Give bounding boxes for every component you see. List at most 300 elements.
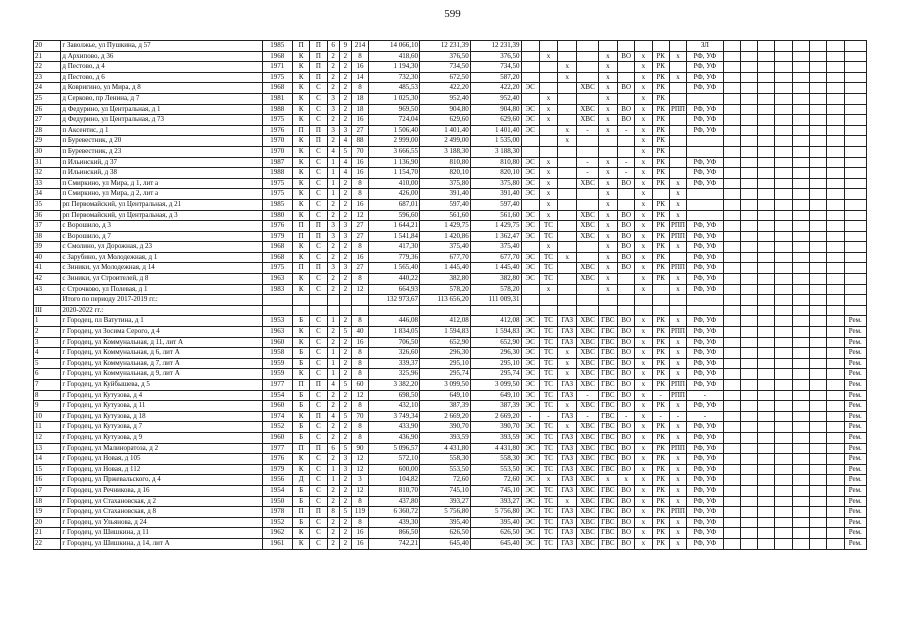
table-cell: ВО [618, 115, 635, 126]
row-number-cell: 6 [34, 369, 61, 380]
table-cell [723, 316, 740, 327]
table-cell: 12 [351, 464, 368, 475]
table-cell: РК [652, 507, 669, 518]
table-cell: 5 [339, 443, 351, 454]
table-cell: х [635, 390, 652, 401]
table-cell: ГАЗ [558, 316, 577, 327]
table-cell: РПП [669, 263, 686, 274]
table-cell [687, 199, 724, 210]
table-cell [809, 125, 826, 136]
table-cell [558, 178, 577, 189]
table-cell [809, 528, 826, 539]
row-number-cell: 17 [34, 485, 61, 496]
table-cell: 724,04 [369, 115, 420, 126]
table-cell: 1 644,21 [369, 221, 420, 232]
table-cell: ХВС [577, 464, 598, 475]
table-cell [740, 83, 757, 94]
table-cell [809, 221, 826, 232]
table-cell [723, 136, 740, 147]
table-row [34, 146, 867, 157]
table-cell [539, 305, 557, 316]
table-cell: 1 506,40 [369, 125, 420, 136]
table-cell: П [310, 51, 327, 62]
table-cell [827, 83, 844, 94]
table-cell: ЭС [521, 348, 539, 359]
table-cell [792, 327, 809, 338]
table-cell: РК [652, 358, 669, 369]
table-cell: х [618, 475, 635, 486]
table-cell [558, 93, 577, 104]
table-cell: ГВС [598, 517, 617, 528]
table-cell: 375,80 [419, 178, 470, 189]
table-cell: РК [652, 485, 669, 496]
row-number-cell: 35 [34, 199, 61, 210]
table-cell [775, 507, 792, 518]
table-cell: П [293, 263, 310, 274]
table-cell [740, 507, 757, 518]
table-cell [723, 83, 740, 94]
table-cell: 119 [351, 507, 368, 518]
table-cell [775, 358, 792, 369]
table-cell [758, 242, 775, 253]
table-cell [792, 432, 809, 443]
table-cell [687, 305, 724, 316]
table-cell: 2 [339, 422, 351, 433]
table-cell [558, 274, 577, 285]
table-cell [792, 369, 809, 380]
table-cell: х [635, 51, 652, 62]
table-row [34, 380, 867, 391]
table-cell: РФ, УФ [687, 485, 724, 496]
table-cell: х [669, 348, 686, 359]
table-cell: ЭС [521, 168, 539, 179]
table-cell: Рем. [844, 496, 867, 507]
address-cell: Итого по периоду 2017-2019 гг.: [61, 295, 262, 306]
table-cell: 1 429,75 [470, 221, 521, 232]
table-cell [809, 104, 826, 115]
table-cell: 111 009,31 [470, 295, 521, 306]
table-cell [618, 284, 635, 295]
table-cell [758, 411, 775, 422]
table-cell: ГАЗ [558, 507, 577, 518]
table-cell: Б [293, 422, 310, 433]
table-cell [262, 305, 292, 316]
table-cell: ВО [618, 51, 635, 62]
table-cell [775, 327, 792, 338]
table-cell: ВО [618, 528, 635, 539]
table-cell: 597,40 [470, 199, 521, 210]
table-cell [844, 168, 867, 179]
table-cell: х [598, 115, 617, 126]
table-cell [723, 72, 740, 83]
table-cell [758, 348, 775, 359]
table-cell: 2 [339, 210, 351, 221]
table-cell [723, 295, 740, 306]
table-cell: ВО [618, 104, 635, 115]
table-cell: 2 [327, 390, 339, 401]
table-cell [827, 104, 844, 115]
table-cell: 904,80 [470, 104, 521, 115]
table-cell: 2 [327, 528, 339, 539]
address-cell: г Городец, ул Стахановская, д 8 [61, 507, 262, 518]
table-cell: РК [652, 178, 669, 189]
table-cell [809, 199, 826, 210]
table-cell: 3 [339, 231, 351, 242]
table-cell: ГАЗ [558, 432, 577, 443]
table-cell [809, 83, 826, 94]
table-cell: х [558, 348, 577, 359]
table-cell [618, 189, 635, 200]
table-cell [577, 305, 598, 316]
table-cell [577, 93, 598, 104]
table-cell: РФ, УФ [687, 72, 724, 83]
table-cell: х [539, 199, 557, 210]
table-cell [809, 401, 826, 412]
table-cell: ГВС [598, 454, 617, 465]
table-cell: С [310, 83, 327, 94]
table-cell: ЭС [521, 369, 539, 380]
table-cell: С [310, 369, 327, 380]
table-cell: П [293, 507, 310, 518]
table-cell [635, 295, 652, 306]
table-cell [758, 62, 775, 73]
table-cell: Рем. [844, 485, 867, 496]
table-cell: 1963 [262, 327, 292, 338]
table-cell: Рем. [844, 475, 867, 486]
table-row [34, 168, 867, 179]
table-cell: П [310, 221, 327, 232]
table-cell: 8 [351, 189, 368, 200]
table-cell: 2 [339, 189, 351, 200]
table-cell: П [293, 125, 310, 136]
table-cell: 2 [327, 252, 339, 263]
table-row [34, 136, 867, 147]
table-cell [687, 295, 724, 306]
table-cell [758, 358, 775, 369]
row-number-cell: 38 [34, 231, 61, 242]
table-row [34, 464, 867, 475]
table-cell [809, 316, 826, 327]
table-cell: ТС [539, 401, 557, 412]
address-cell: с Зиники, ул Строителей, д 8 [61, 274, 262, 285]
table-cell [758, 274, 775, 285]
table-cell: 1968 [262, 83, 292, 94]
table-cell: х [558, 62, 577, 73]
table-cell [558, 189, 577, 200]
table-cell [723, 252, 740, 263]
table-cell: х [669, 189, 686, 200]
address-cell: г Городец, ул Ульянова, д 24 [61, 517, 262, 528]
table-cell: х [635, 157, 652, 168]
table-cell [758, 538, 775, 549]
table-cell [809, 252, 826, 263]
table-cell: П [310, 411, 327, 422]
table-cell [723, 284, 740, 295]
table-cell: 5 756,80 [470, 507, 521, 518]
table-cell [809, 274, 826, 285]
table-cell: Рем. [844, 422, 867, 433]
table-cell: 393,59 [419, 432, 470, 443]
table-cell: х [635, 401, 652, 412]
table-cell: РК [652, 380, 669, 391]
table-cell: 8 [351, 432, 368, 443]
table-cell [740, 443, 757, 454]
table-cell: ВО [618, 348, 635, 359]
table-cell: Рем. [844, 411, 867, 422]
table-cell: 1954 [262, 485, 292, 496]
table-cell: РФ, УФ [687, 369, 724, 380]
row-number-cell: 24 [34, 83, 61, 94]
table-cell: х [598, 125, 617, 136]
table-cell: 553,50 [419, 464, 470, 475]
table-cell: 214 [351, 41, 368, 52]
table-cell [775, 125, 792, 136]
table-cell [792, 221, 809, 232]
table-cell: - [577, 157, 598, 168]
table-cell [827, 41, 844, 52]
address-cell: г Городец, ул Речникова, д 16 [61, 485, 262, 496]
table-cell: х [558, 422, 577, 433]
table-cell: 376,50 [419, 51, 470, 62]
table-cell: К [293, 62, 310, 73]
table-cell [310, 295, 327, 306]
table-cell [792, 72, 809, 83]
table-cell: х [598, 72, 617, 83]
table-cell: 969,50 [369, 104, 420, 115]
table-cell [775, 146, 792, 157]
table-cell: С [310, 316, 327, 327]
table-body [34, 41, 867, 550]
table-cell: х [669, 337, 686, 348]
table-cell: ТС [539, 538, 557, 549]
table-cell: 12 [351, 390, 368, 401]
table-cell: ХВС [577, 358, 598, 369]
address-cell: д Архипово, д 36 [61, 51, 262, 62]
table-cell: ВО [618, 337, 635, 348]
address-cell: г Городец, ул Кутузова, д 11 [61, 401, 262, 412]
table-cell [844, 72, 867, 83]
table-cell [740, 231, 757, 242]
table-cell: РФ, УФ [687, 454, 724, 465]
table-cell: 3 099,50 [470, 380, 521, 391]
table-cell: 1 [327, 348, 339, 359]
table-cell [723, 507, 740, 518]
table-cell [809, 432, 826, 443]
row-number-cell: 34 [34, 189, 61, 200]
table-cell: РК [652, 454, 669, 465]
row-number-cell: 2 [34, 327, 61, 338]
table-row [34, 295, 867, 306]
table-cell: 387,39 [419, 401, 470, 412]
table-cell [775, 221, 792, 232]
table-cell [775, 401, 792, 412]
table-cell: 6 360,72 [369, 507, 420, 518]
table-cell [775, 390, 792, 401]
table-cell [723, 496, 740, 507]
table-cell: 2 [339, 485, 351, 496]
table-cell: 326,60 [369, 348, 420, 359]
table-cell: 677,70 [419, 252, 470, 263]
table-cell [758, 199, 775, 210]
row-number-cell [34, 295, 61, 306]
table-cell [844, 62, 867, 73]
table-cell: РК [652, 51, 669, 62]
table-cell [723, 517, 740, 528]
table-cell: 3 [339, 125, 351, 136]
table-cell: 2 669,20 [419, 411, 470, 422]
table-cell: 9 [339, 41, 351, 52]
table-cell [827, 157, 844, 168]
table-cell: К [293, 464, 310, 475]
address-cell: г Городец, ул Новая, д 112 [61, 464, 262, 475]
table-cell: - [577, 411, 598, 422]
table-cell: х [635, 485, 652, 496]
table-cell: - [521, 411, 539, 422]
address-cell: п Смиркино, ул Мира, д 1, лит а [61, 178, 262, 189]
table-cell: 600,00 [369, 464, 420, 475]
table-cell [792, 401, 809, 412]
table-cell: РФ, УФ [687, 528, 724, 539]
row-number-cell: 14 [34, 454, 61, 465]
table-cell: 1 429,75 [419, 221, 470, 232]
table-cell [262, 295, 292, 306]
table-cell: ГВС [598, 337, 617, 348]
table-cell [539, 146, 557, 157]
table-cell [723, 242, 740, 253]
table-cell [758, 380, 775, 391]
table-cell: 2 [339, 528, 351, 539]
table-cell: х [539, 475, 557, 486]
table-cell: 2 [339, 62, 351, 73]
table-cell: Рем. [844, 348, 867, 359]
table-cell: Б [293, 496, 310, 507]
table-cell: 1 [327, 168, 339, 179]
table-cell: С [310, 422, 327, 433]
table-cell [775, 284, 792, 295]
table-cell: 70 [351, 146, 368, 157]
table-cell: 572,10 [369, 454, 420, 465]
table-cell [809, 485, 826, 496]
table-cell: ЭС [521, 115, 539, 126]
table-cell [775, 252, 792, 263]
table-cell [740, 62, 757, 73]
table-cell [758, 189, 775, 200]
table-cell [827, 210, 844, 221]
table-cell: ГВС [598, 369, 617, 380]
table-cell [775, 189, 792, 200]
table-cell: ВО [618, 221, 635, 232]
table-cell: х [598, 199, 617, 210]
table-cell: РК [652, 210, 669, 221]
table-cell: - [652, 390, 669, 401]
table-cell: 412,08 [419, 316, 470, 327]
table-cell: ЭС [521, 443, 539, 454]
table-cell [775, 104, 792, 115]
table-cell: 1 [327, 475, 339, 486]
table-cell [827, 327, 844, 338]
table-cell: ЭС [521, 316, 539, 327]
table-cell: 2 [327, 62, 339, 73]
table-cell: 2 [339, 252, 351, 263]
table-cell: 2 [339, 369, 351, 380]
table-cell [827, 401, 844, 412]
table-cell: ХВС [577, 538, 598, 549]
table-cell [827, 72, 844, 83]
table-cell [669, 62, 686, 73]
table-row [34, 358, 867, 369]
table-cell [792, 125, 809, 136]
table-cell [775, 517, 792, 528]
table-cell: ТС [539, 369, 557, 380]
table-cell: 1968 [262, 51, 292, 62]
table-cell: 1975 [262, 178, 292, 189]
table-cell: ТС [539, 464, 557, 475]
table-cell: х [635, 337, 652, 348]
table-cell [758, 231, 775, 242]
table-cell [740, 242, 757, 253]
table-cell: х [635, 380, 652, 391]
table-cell [792, 231, 809, 242]
table-cell [723, 231, 740, 242]
table-cell [809, 189, 826, 200]
row-number-cell: 27 [34, 115, 61, 126]
table-cell: П [310, 72, 327, 83]
table-cell: 3 [339, 263, 351, 274]
table-cell: 2 [327, 485, 339, 496]
table-cell: 12 [351, 485, 368, 496]
table-cell: П [293, 443, 310, 454]
row-number-cell: 4 [34, 348, 61, 359]
address-cell: с Ворошило, д 3 [61, 221, 262, 232]
table-cell: 2 [339, 496, 351, 507]
row-number-cell: 22 [34, 62, 61, 73]
table-cell [327, 295, 339, 306]
table-cell: ХВС [577, 210, 598, 221]
table-cell: 8 [351, 358, 368, 369]
table-cell: 3 [327, 125, 339, 136]
address-cell: с Ворошило, д 7 [61, 231, 262, 242]
housing-register-table [33, 40, 867, 550]
table-cell [792, 263, 809, 274]
table-cell: 1 420,86 [419, 231, 470, 242]
table-cell: 390,70 [470, 422, 521, 433]
table-cell: 3 666,55 [369, 146, 420, 157]
table-cell: РК [652, 517, 669, 528]
table-cell: 2 [339, 178, 351, 189]
table-cell: х [669, 538, 686, 549]
table-cell: 2 [327, 538, 339, 549]
table-cell [723, 210, 740, 221]
table-cell [577, 146, 598, 157]
table-cell: 626,50 [470, 528, 521, 539]
row-number-cell: 21 [34, 528, 61, 539]
row-number-cell: 21 [34, 51, 61, 62]
table-cell: 3 [339, 221, 351, 232]
table-cell: 395,40 [419, 517, 470, 528]
table-cell: С [310, 538, 327, 549]
table-cell [521, 242, 539, 253]
table-cell: РК [652, 348, 669, 359]
row-number-cell: 19 [34, 507, 61, 518]
table-row [34, 252, 867, 263]
table-cell: 1960 [262, 432, 292, 443]
table-cell: х [635, 168, 652, 179]
table-cell [792, 411, 809, 422]
table-cell: ТС [539, 327, 557, 338]
address-cell: п Буревестник, д 20 [61, 136, 262, 147]
table-cell: х [635, 199, 652, 210]
table-cell [740, 41, 757, 52]
